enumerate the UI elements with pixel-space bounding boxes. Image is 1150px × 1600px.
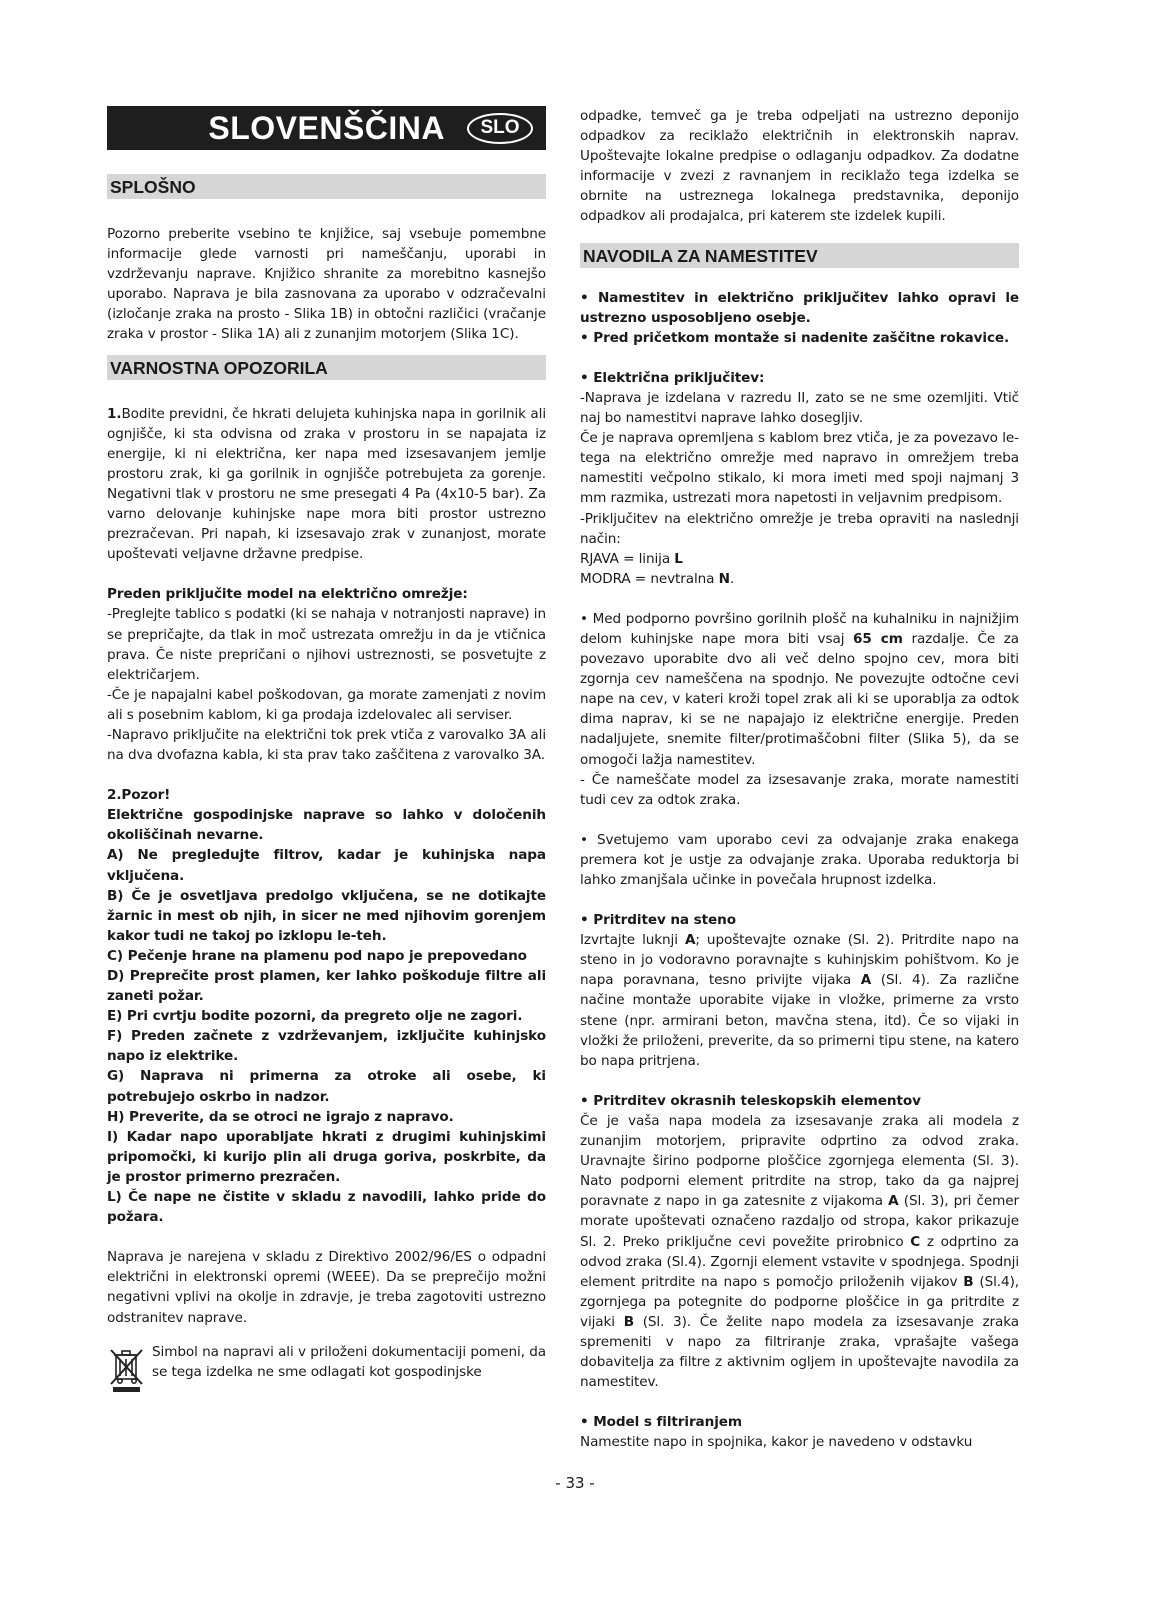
wall-heading: • Pritrditev na steno: [580, 912, 736, 929]
wire-blue: [580, 569, 1019, 589]
connect-line: -Če je napajalni kabel poškodovan, ga morate zamenjati z novim ali s posebnim kablom, ki ga prodaja izdelovalec ali serviser.: [107, 686, 546, 723]
electric-paragraph-2: Če je naprava opremljena s kablom brez vtiča, je za povezavo le-tega na električno omrežje med napravo in omrežjem treba namestiti večpolno stikalo, ki mora imeti med spoji najmanj 3 mm razmika, ustrezati mora napetosti in veljavnim predpisom.: [580, 430, 1019, 507]
caution-line: C) Pečenje hrane na plamenu pod napo je prepovedano: [107, 947, 527, 964]
tele-text: z odprtino za odvod zraka (Sl.4). Zgornji element vstavite v spodnjega. Spodnji element pritrdite na napo s pomočjo priloženih vijakov: [580, 1233, 1019, 1290]
language-banner: [107, 106, 546, 150]
connect-line: -Preglejte tablico s podatki (ki se nahaja v notranjosti naprave) in se prepričajte, da tlak in moč ustrezata omrežju in da je vtičnica prava. Če niste prepričani o njihovi ustreznosti, se posvetujte z električarjem.: [107, 606, 546, 683]
safety-paragraph-1: [107, 404, 546, 565]
general-paragraph: Pozorno preberite vsebino te knjižice, saj vsebuje pomembne informacije glede varnosti pri nameščanju, uporabi in vzdrževanju naprave. Knjižico shranite za morebitno kasnejšo uporabo. Naprava je bila zasnovana za uporabo v odzračevalni (izločanje zraka na prosto - Slika 1B) in obtočni različici (vračanje zraka v prostor - Slika 1A) ali z zunanjim motorjem (Slika 1C).: [107, 226, 546, 343]
filter-paragraph: Namestite napo in spojnika, kakor je navedeno v odstavku: [580, 1434, 973, 1451]
electric-paragraph-3: -Priključitev na električno omrežje je treba opraviti na naslednji način:: [580, 510, 1019, 547]
wire-brown-value: L: [674, 550, 683, 567]
tele-ref: B: [623, 1313, 634, 1330]
electric-paragraph-1: -Naprava je izdelana v razredu II, zato se ne sme ozemljiti. Vtič naj bo namestitvi naprave lahko dosegljiv.: [580, 389, 1019, 427]
connect-line: -Napravo priključite na električni tok prek vtiča z varovalko 3A ali na dva dvofazna kabla, ki sta prav tako zaščitena z varovalko 3A.: [107, 726, 546, 764]
tele-ref: A: [888, 1193, 899, 1210]
caution-line: G) Naprava ni primerna za otroke ali osebe, ki potrebujejo oskrbo in nadzor.: [107, 1068, 546, 1105]
tele-text: Če je vaša napa modela za izsesavanje zraka ali modela z zunanjim motorjem, pripravite odprtino za odvod zraka. Uravnajte širino podporne ploščice zgornjega elementa (Sl. 3). Nato podporni element pritrdite na strop, tako da ga najprej poravnate z napo in ga zatesnite z vijakoma: [580, 1112, 1019, 1210]
wire-blue-end: .: [729, 570, 735, 587]
caution-line: F) Preden začnete z vzdrževanjem, izključite kuhinjsko napo iz elektrike.: [107, 1028, 546, 1065]
section-heading-install: NAVODILA ZA NAMESTITEV: [580, 243, 1019, 268]
weee-paragraph: Naprava je narejena v skladu z Direktivo 2002/96/ES o odpadni električni in elektronski opremi (WEEE). Da se preprečijo možni negativni vplivi na okolje in zdravje, je treba zagotoviti ustrezno odstranitev naprave.: [107, 1249, 546, 1326]
weee-symbol-block: [107, 1342, 546, 1394]
wire-brown-label: RJAVA = linija: [580, 550, 675, 567]
wall-ref: A: [860, 972, 872, 989]
page-number: - 33 -: [555, 1474, 595, 1492]
section-heading-general: SPLOŠNO: [107, 174, 546, 199]
tele-text: (Sl. 3). Če želite napo modela za izsesavanje zraka spremeniti v napo za filtriranje zraka, vprašajte vašega dobavitelja za filtre z aktivnim ogljem in upoštevajte navodila za namestitev.: [580, 1313, 1019, 1391]
wall-paragraph: [580, 930, 1019, 1071]
telescopic-heading: • Pritrditev okrasnih teleskopskih elementov: [580, 1092, 921, 1109]
caution-line: L) Če nape ne čistite v skladu z navodili, lahko pride do požara.: [107, 1189, 546, 1226]
caution-line: E) Pri cvrtju bodite pozorni, da pregreto olje ne zagori.: [107, 1008, 523, 1025]
section-heading-safety: VARNOSTNA OPOZORILA: [107, 355, 546, 380]
caution-line: A) Ne pregledujte filtrov, kadar je kuhinjska napa vključena.: [107, 847, 546, 884]
caution-line: 2.Pozor!: [107, 787, 171, 804]
right-column: [580, 106, 1019, 1452]
distance-paragraph: [580, 609, 1019, 770]
connect-heading: Preden priključite model na električno omrežje:: [107, 586, 468, 603]
install-note-1: • Namestitev in električno priključitev lahko opravi le ustrezno usposobljeno osebje.: [580, 289, 1019, 326]
electric-heading: • Električna priključitev:: [580, 369, 765, 386]
wall-text: Izvrtajte luknji: [580, 932, 685, 949]
install-note-2: • Pred pričetkom montaže si nadenite zaščitne rokavice.: [580, 329, 1010, 346]
telescopic-paragraph: [580, 1111, 1019, 1392]
wire-blue-value: N: [718, 570, 730, 587]
banner-title: SLOVENŠČINA: [208, 109, 445, 146]
crossed-out-wheelie-bin-icon: [107, 1346, 147, 1394]
safety-text-1: Bodite previdni, če hkrati delujeta kuhinjska napa in gorilnik ali ognjišče, ki sta odvisna od zraka v prostoru in se napajata iz energije, ki ni električna, ker napa med izsesavanjem jemlje prostoru zrak, ki ga gorilnik in ognjišče potrebujeta za gorenje. Negativni tlak v prostoru ne sme presegati 4 Pa (4x10-5 bar). Za varno delovanje kuhinjske nape mora biti prostor ustrezno prezračevan. Pri napah, ki izsesavajo zrak v zunanjost, morate upoštevati veljavne državne predpise.: [107, 405, 546, 563]
wire-blue-label: MODRA = nevtralna: [580, 570, 719, 587]
caution-line: B) Če je osvetljava predolgo vključena, se ne dotikajte žarnic in mest ob njih, in sicer ne med njihovim gorenjem kakor tudi ne takoj po izklopu le-teh.: [107, 887, 546, 944]
left-column: [107, 106, 546, 1394]
language-badge: SLO: [467, 113, 533, 144]
wall-ref: A: [684, 932, 696, 949]
disposal-paragraph: odpadke, temveč ga je treba odpeljati na ustrezno deponijo odpadkov za reciklažo električnih in elektronskih naprav. Upoštevajte lokalne predpise o odlaganju odpadkov. Za dodatne informacije v zvezi z ravnanjem in reciklažo tega izdelka se obrnite na ustreznega lokalnega predstavnika, deponijo odpadkov ali prodajalca, pri katerem ste izdelek kupili.: [580, 108, 1019, 225]
wire-brown: [580, 549, 1019, 569]
caution-line: I) Kadar napo uporabljate hkrati z drugimi kuhinjskimi pripomočki, ki kurijo plin ali druga goriva, poskrbite, da je prostor primerno prezračen.: [107, 1128, 546, 1185]
distance-value: 65 cm: [853, 630, 903, 647]
tele-text: (Sl.4), zgornjega pa potegnite do podporne ploščice in ga pritrdite z vijaki: [580, 1273, 1019, 1330]
tele-text: (Sl. 3), pri čemer morate upoštevati označeno razdaljo od stropa, kakor prikazuje Sl. 2. Preko priključne cevi povežite prirobnico: [580, 1193, 1020, 1250]
symbol-paragraph: Simbol na napravi ali v priloženi dokumentaciji pomeni, da se tega izdelka ne sme odlagati kot gospodinjske: [152, 1343, 546, 1380]
caution-line: Električne gospodinjske naprave so lahko v določenih okoliščinah nevarne.: [107, 807, 546, 844]
tele-ref: B: [963, 1273, 974, 1290]
wall-text: (Sl. 4). Za različne načine montaže uporabite vijake in vložke, primerne za vrsto stene (npr. armirani beton, mavčna stena, itd). Če so vijaki in vložki že priloženi, preverite, da so primerni tipu stene, na katero bo napa pritrjena.: [580, 972, 1019, 1069]
distance-pre: • Med podporno površino gorilnih plošč na kuhalniku in najnižjim delom kuhinjske nape mora biti vsaj: [580, 610, 1019, 647]
tele-ref: C: [910, 1233, 921, 1250]
wall-text: ; upoštevajte oznake (Sl. 2). Pritrdite napo na steno in jo vodoravno poravnajte s kuhinjskim pohištvom. Ko je napa poravnana, tesno privijte vijaka: [580, 932, 1019, 989]
distance-paragraph-2: - Če nameščate model za izsesavanje zraka, morate namestiti tudi cev za odtok zraka.: [580, 771, 1019, 808]
distance-post: razdalje. Če za povezavo uporabite dvo ali več delno spojno cev, mora biti zgornja cev nameščena na spodnjo. Ne povezujte odtočne cevi nape na cev, v kateri kroži topel zrak ali ki se uporablja za odtok dima naprav, ki se ne napajajo iz električne energije. Preden nadaljujete, snemite filter/protimaščobni filter (Slika 5), da se omogoči lažja namestitev.: [580, 630, 1019, 768]
filter-heading: • Model s filtriranjem: [580, 1414, 742, 1431]
caution-line: D) Preprečite prost plamen, ker lahko poškoduje filtre ali zaneti požar.: [107, 968, 546, 1005]
pipe-paragraph: • Svetujemo vam uporabo cevi za odvajanje zraka enakega premera kot je ustje za odvajanje zraka. Uporaba reduktorja bi lahko zmanjšala učinke in povečala hrupnost izdelka.: [580, 831, 1019, 888]
safety-number: 1.: [107, 405, 122, 422]
caution-line: H) Preverite, da se otroci ne igrajo z napravo.: [107, 1108, 454, 1125]
